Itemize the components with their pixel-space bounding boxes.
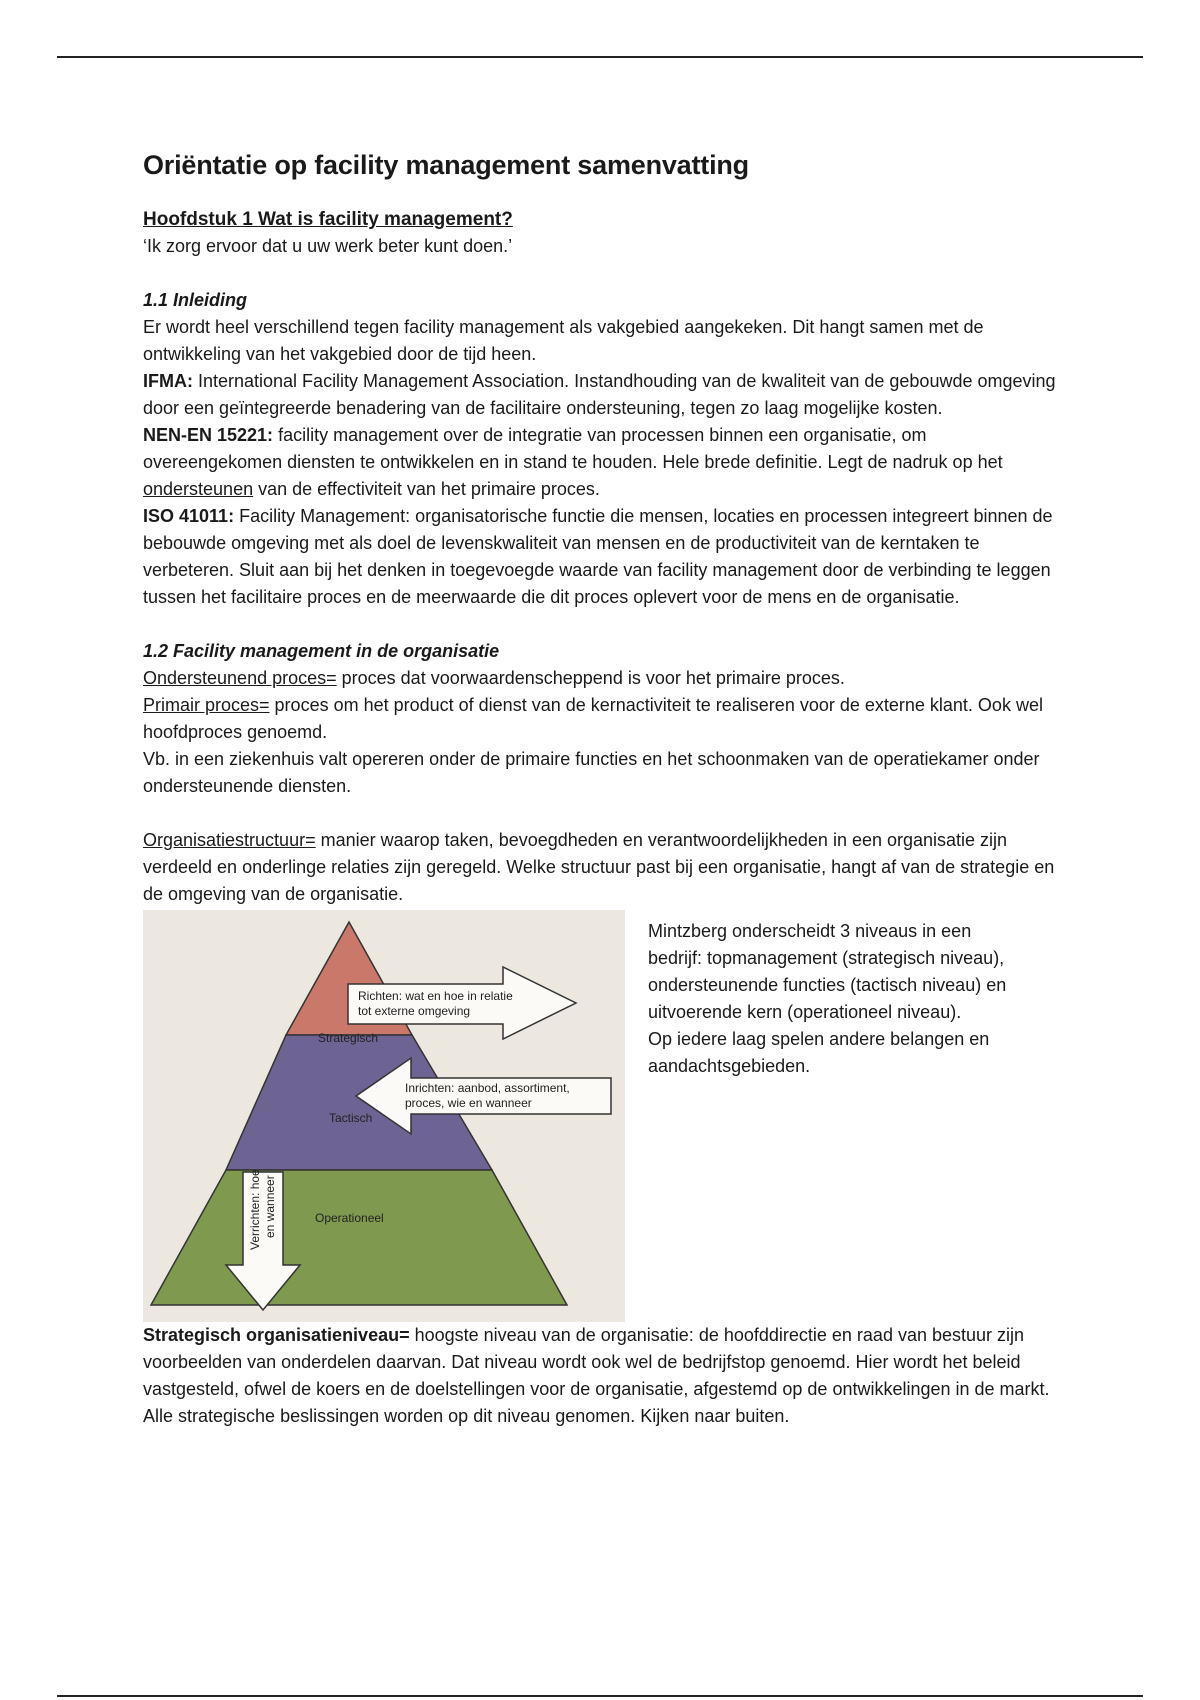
primair-definition — [143, 692, 1063, 746]
strategisch-definition — [143, 1322, 1063, 1430]
document-body — [143, 148, 1063, 1430]
inrichten-line2: proces, wie en wanneer — [405, 1096, 532, 1110]
level-label-operational: Operationeel — [315, 1211, 384, 1225]
figure-row — [143, 910, 1063, 1322]
nen-term: NEN-EN 15221: — [143, 425, 274, 445]
nen-tail: van de effectiviteit van het primaire proces. — [253, 479, 600, 499]
ondersteunend-definition — [143, 665, 1063, 692]
nen-definition — [143, 422, 1063, 503]
document-title: Oriëntatie op facility management samenvatting — [143, 150, 749, 180]
header-rule — [57, 56, 1143, 58]
ondersteunend-term: Ondersteunend proces= — [143, 668, 337, 688]
strategisch-term: Strategisch organisatieniveau= — [143, 1325, 410, 1345]
organisatiestructuur-text: manier waarop taken, bevoegdheden en verantwoordelijkheden in een organisatie zijn verdeeld en onderlinge relaties zijn geregeld. Welke structuur past bij een organisatie, hangt af van de strategie en de omgeving van de organisatie. — [143, 830, 1055, 904]
organisatiestructuur-definition — [143, 827, 1063, 908]
strategisch-text: hoogste niveau van de organisatie: de hoofddirectie en raad van bestuur zijn voorbeelden van onderdelen daarvan. Dat niveau wordt ook wel de bedrijfstop genoemd. Hier wordt het beleid vastgesteld, ofwel de koers en de doelstellingen voor de organisatie, afgestemd op de ontwikkelingen in de markt. Alle strategische beslissingen worden op dit niveau genomen. Kijken naar buiten. — [143, 1325, 1050, 1426]
mintzberg-text — [648, 918, 1028, 1080]
ifma-term: IFMA: — [143, 371, 193, 391]
mintzberg-pyramid-figure — [143, 910, 625, 1322]
primair-term: Primair proces= — [143, 695, 270, 715]
organisatiestructuur-term: Organisatiestructuur= — [143, 830, 316, 850]
ifma-definition — [143, 368, 1063, 422]
primair-text: proces om het product of dienst van de kernactiviteit te realiseren voor de externe klant. Ook wel hoofdproces genoemd. — [143, 695, 1043, 742]
mintzberg-paragraph: Mintzberg onderscheidt 3 niveaus in een bedrijf: topmanagement (strategisch niveau), ondersteunende functies (tactisch niveau) en uitvoerende kern (operationeel niveau). — [648, 921, 1007, 1022]
section-1-2-heading: 1.2 Facility management in de organisatie — [143, 641, 500, 661]
iso-text: Facility Management: organisatorische functie die mensen, locaties en processen integreert binnen de bebouwde omgeving met als doel de levenskwaliteit van mensen en de productiviteit van de kerntaken te verbeteren. Sluit aan bij het denken in toegevoegde waarde van facility management door de verbinding te leggen tussen het facilitaire proces en de meerwaarde die dit proces oplevert voor de mens en de organisatie. — [143, 506, 1053, 607]
level-label-strategic: Strategisch — [318, 1031, 379, 1045]
nen-text: facility management over de integratie van processen binnen een organisatie, om overeengekomen diensten te ontwikkelen en in stand te houden. Hele brede definitie. Legt de nadruk op het — [143, 425, 1003, 472]
inrichten-line1: Inrichten: aanbod, assortiment, — [405, 1081, 570, 1095]
level-label-tactical: Tactisch — [329, 1111, 373, 1125]
verrichten-line2: en wanneer — [263, 1175, 277, 1238]
iso-definition — [143, 503, 1063, 611]
nen-underline: ondersteunen — [143, 479, 254, 499]
intro-paragraph: Er wordt heel verschillend tegen facility management als vakgebied aangekeken. Dit hangt samen met de ontwikkeling van het vakgebied door de tijd heen. — [143, 317, 984, 364]
verrichten-line1: Verrichten: hoe — [248, 1169, 262, 1250]
iso-term: ISO 41011: — [143, 506, 235, 526]
richten-line2: tot externe omgeving — [358, 1004, 471, 1018]
ifma-text: International Facility Management Association. Instandhouding van de kwaliteit van de gebouwde omgeving door een geïntegreerde benadering van de facilitaire ondersteuning, tegen zo laag mogelijke kosten. — [143, 371, 1056, 418]
footer-rule — [57, 1695, 1143, 1697]
ondersteunend-text: proces dat voorwaardenscheppend is voor het primaire proces. — [336, 668, 845, 688]
layers-paragraph: Op iedere laag spelen andere belangen en aandachtsgebieden. — [648, 1029, 990, 1076]
chapter-heading: Hoofdstuk 1 Wat is facility management? — [143, 209, 513, 230]
section-1-1-heading: 1.1 Inleiding — [143, 290, 248, 310]
chapter-quote: ‘Ik zorg ervoor dat u uw werk beter kunt doen.’ — [143, 236, 513, 256]
example-paragraph: Vb. in een ziekenhuis valt opereren onder de primaire functies en het schoonmaken van de operatiekamer onder ondersteunende diensten. — [143, 749, 1040, 796]
richten-line1: Richten: wat en hoe in relatie — [358, 989, 513, 1003]
